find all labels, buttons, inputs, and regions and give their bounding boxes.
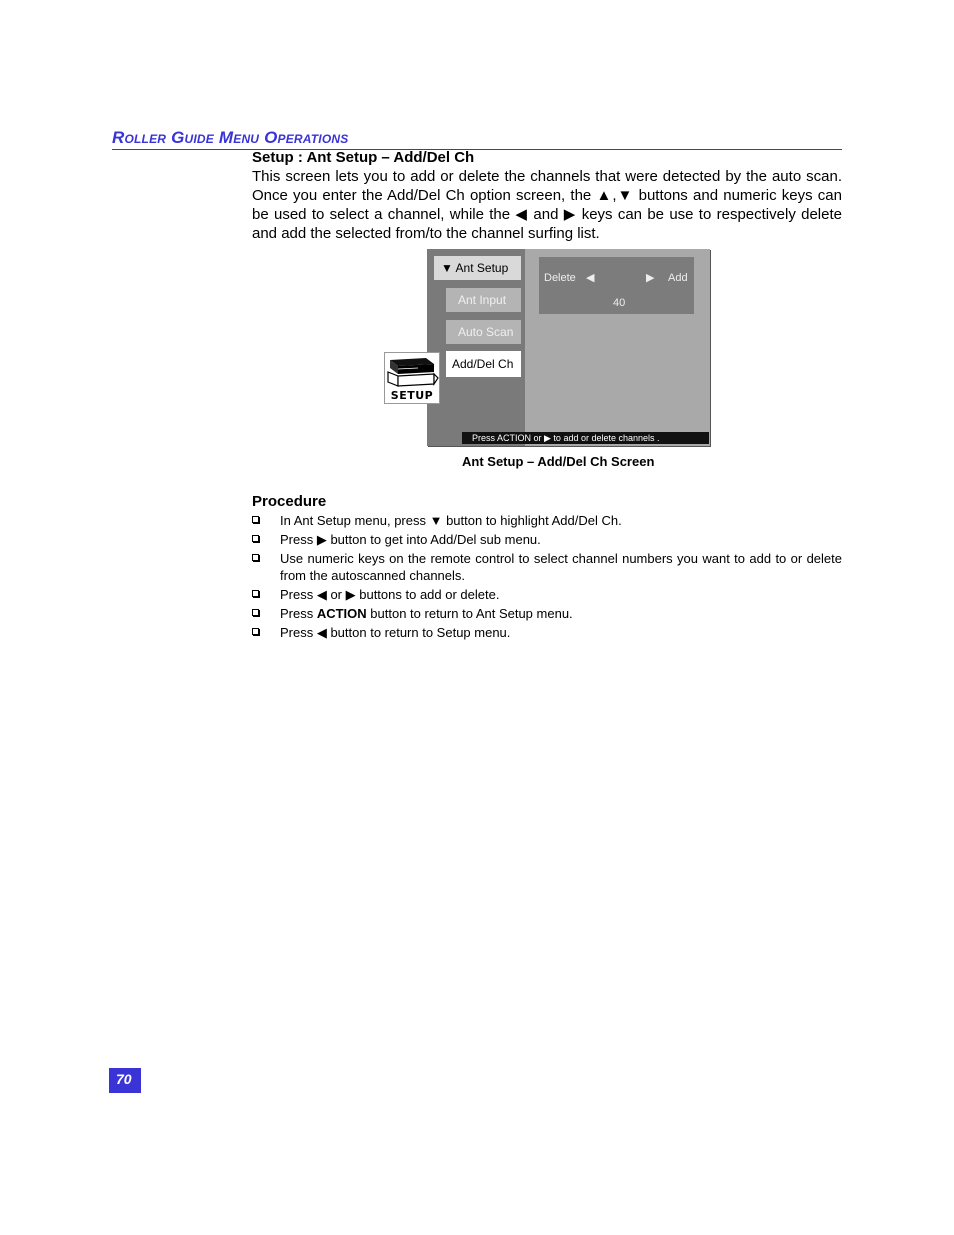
menu-item-add-del-ch[interactable]: Add/Del Ch [446, 351, 521, 377]
procedure-step: Press ◀ or ▶ buttons to add or delete. [252, 586, 842, 603]
setup-toolbox-icon [384, 352, 440, 404]
intro-paragraph: This screen lets you to add or delete the channels that were detected by the auto scan. Once you enter the Add/Del Ch option screen, the ▲,▼ buttons and numeric keys can be used to select a channel, while the ◀ and ▶ keys can be use to respectively delete and add the selected from/to the channel surfing list. [252, 168, 842, 242]
checkbox-bullet-icon [252, 554, 259, 561]
checkbox-bullet-icon [252, 590, 259, 597]
checkbox-bullet-icon [252, 628, 259, 635]
figure-caption: Ant Setup – Add/Del Ch Screen [462, 454, 655, 469]
menu-item-ant-input[interactable]: Ant Input [446, 288, 521, 312]
page-number: 70 [109, 1068, 141, 1093]
menu-header-ant-setup[interactable]: ▼ Ant Setup [434, 256, 521, 280]
ant-setup-screen [427, 249, 710, 446]
procedure-heading: Procedure [252, 493, 327, 510]
left-arrow-icon[interactable]: ◀ [586, 272, 595, 284]
setup-icon-label: SETUP [390, 389, 434, 402]
status-bar: Press ACTION or ▶ to add or delete channels . [462, 432, 709, 444]
menu-item-auto-scan[interactable]: Auto Scan [446, 320, 521, 344]
checkbox-bullet-icon [252, 516, 259, 523]
section-title: Roller Guide Menu Operations [112, 128, 842, 150]
procedure-step: In Ant Setup menu, press ▼ button to highlight Add/Del Ch. [252, 512, 842, 529]
subheading: Setup : Ant Setup – Add/Del Ch [252, 149, 475, 166]
procedure-step: Press ◀ button to return to Setup menu. [252, 624, 842, 641]
procedure-step: Press ▶ button to get into Add/Del sub menu. [252, 531, 842, 548]
procedure-step: Use numeric keys on the remote control to select channel numbers you want to add to or delete from the autoscanned channels. [252, 550, 842, 584]
right-arrow-icon[interactable]: ▶ [646, 272, 655, 284]
checkbox-bullet-icon [252, 535, 259, 542]
checkbox-bullet-icon [252, 609, 259, 616]
delete-label: Delete [544, 272, 576, 284]
procedure-steps [252, 512, 842, 643]
add-del-panel [539, 257, 694, 314]
menu-column [427, 249, 525, 446]
procedure-step: Press ACTION button to return to Ant Setup menu. [252, 605, 842, 622]
add-label: Add [668, 272, 688, 284]
channel-number: 40 [613, 297, 626, 309]
